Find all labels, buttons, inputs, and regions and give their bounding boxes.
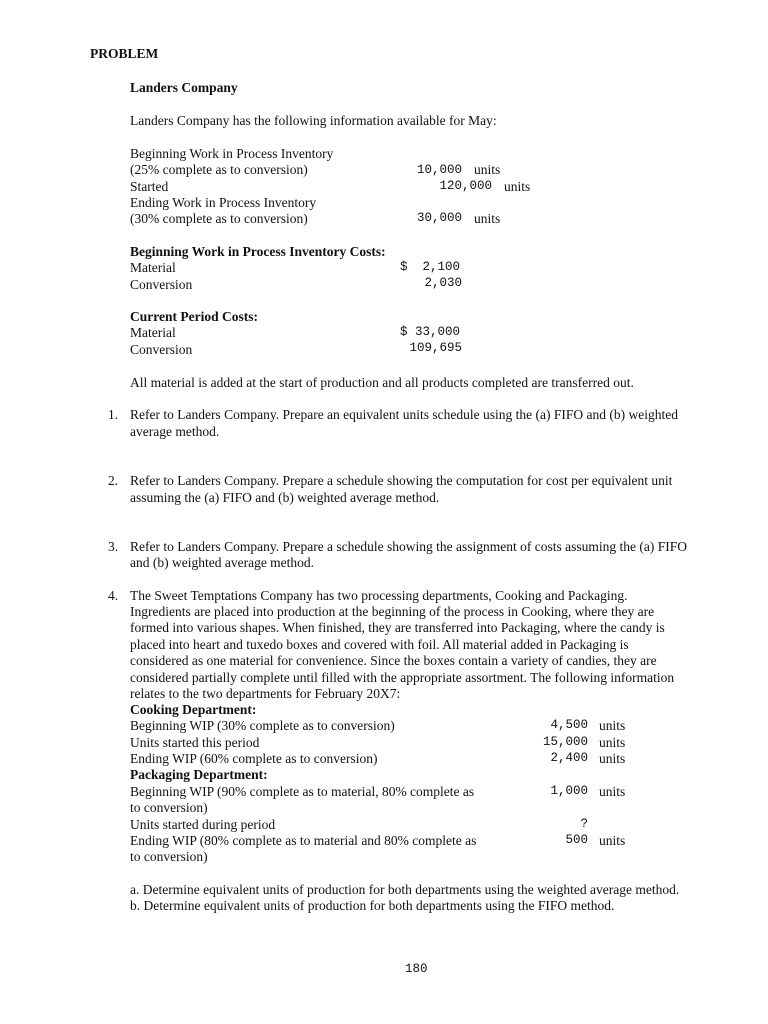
company-title: Landers Company bbox=[130, 80, 238, 95]
current-conversion-label: Conversion bbox=[130, 342, 193, 357]
question-text: The Sweet Temptations Company has two processing departments, Cooking and Packaging. bbox=[130, 588, 628, 603]
packaging-bwip-label: Beginning WIP (90% complete as to material, 80% complete as bbox=[130, 784, 475, 799]
cooking-row-value: 4,500 bbox=[550, 718, 588, 732]
question-text: assuming the (a) FIFO and (b) weighted average method. bbox=[130, 490, 440, 505]
current-costs-heading: Current Period Costs: bbox=[130, 309, 258, 324]
packaging-heading: Packaging Department: bbox=[130, 767, 268, 782]
question-text: and (b) weighted average method. bbox=[130, 555, 315, 570]
q4-part-a: a. Determine equivalent units of production for both departments using the weighted average method. bbox=[130, 882, 680, 897]
question-text: average method. bbox=[130, 424, 220, 439]
question-text: Ingredients are placed into production at the beginning of the process in Cooking, where they are bbox=[130, 604, 655, 619]
cooking-row-label: Units started this period bbox=[130, 735, 260, 750]
packaging-bwip-label-cont: to conversion) bbox=[130, 800, 208, 815]
packaging-bwip-unit: units bbox=[599, 784, 626, 799]
bwip-conversion-value: 2,030 bbox=[424, 276, 462, 290]
question-text: formed into various shapes. When finished, they are transferred into Packaging, where the candy is bbox=[130, 620, 665, 635]
current-material-value: $ 33,000 bbox=[400, 325, 461, 339]
question-text: Refer to Landers Company. Prepare a schedule showing the computation for cost per equivalent unit bbox=[130, 473, 673, 488]
bwip-completion-label: (25% complete as to conversion) bbox=[130, 162, 308, 177]
packaging-ewip-label: Ending WIP (80% complete as to material and 80% complete as bbox=[130, 833, 477, 848]
bwip-label: Beginning Work in Process Inventory bbox=[130, 146, 334, 161]
question-text: considered partially complete until filled with the appropriate assortment. The following information bbox=[130, 670, 675, 685]
cooking-row-label: Ending WIP (60% complete as to conversion) bbox=[130, 751, 378, 766]
ewip-units-value: 30,000 bbox=[416, 211, 462, 225]
packaging-ewip-unit: units bbox=[599, 833, 626, 848]
question-number: 4. bbox=[108, 588, 119, 603]
cooking-row-unit: units bbox=[599, 751, 626, 766]
started-label: Started bbox=[130, 179, 169, 194]
cooking-row-value: 2,400 bbox=[550, 751, 588, 765]
packaging-bwip-value: 1,000 bbox=[550, 784, 588, 798]
ewip-units-unit: units bbox=[474, 211, 501, 226]
bwip-units-value: 10,000 bbox=[416, 163, 462, 177]
packaging-started-value: ? bbox=[580, 817, 588, 831]
cooking-row-label: Beginning WIP (30% complete as to conversion) bbox=[130, 718, 395, 733]
ewip-completion-label: (30% complete as to conversion) bbox=[130, 211, 308, 226]
cooking-heading: Cooking Department: bbox=[130, 702, 257, 717]
page-number: 180 bbox=[405, 962, 428, 976]
question-text: Refer to Landers Company. Prepare a schedule showing the assignment of costs assuming the (a) FIFO bbox=[130, 539, 688, 554]
ewip-label: Ending Work in Process Inventory bbox=[130, 195, 317, 210]
question-text: considered as one material for convenience. Since the boxes contain a variety of candies, they are bbox=[130, 653, 657, 668]
company-intro: Landers Company has the following information available for May: bbox=[130, 113, 497, 128]
cooking-row-unit: units bbox=[599, 718, 626, 733]
material-note: All material is added at the start of production and all products completed are transferred out. bbox=[130, 375, 634, 390]
started-units-unit: units bbox=[504, 179, 531, 194]
started-units-value: 120,000 bbox=[439, 179, 492, 193]
packaging-ewip-label-cont: to conversion) bbox=[130, 849, 208, 864]
question-number: 3. bbox=[108, 539, 119, 554]
bwip-conversion-label: Conversion bbox=[130, 277, 193, 292]
question-text: relates to the two departments for February 20X7: bbox=[130, 686, 401, 701]
question-text: placed into heart and tuxedo boxes and covered with foil. All material added in Packaging is bbox=[130, 637, 629, 652]
bwip-units-unit: units bbox=[474, 162, 501, 177]
cooking-row-unit: units bbox=[599, 735, 626, 750]
packaging-started-label: Units started during period bbox=[130, 817, 276, 832]
q4-part-b: b. Determine equivalent units of production for both departments using the FIFO method. bbox=[130, 898, 615, 913]
question-number: 2. bbox=[108, 473, 119, 488]
bwip-costs-heading: Beginning Work in Process Inventory Costs: bbox=[130, 244, 386, 259]
packaging-ewip-value: 500 bbox=[565, 833, 588, 847]
current-material-label: Material bbox=[130, 325, 176, 340]
question-number: 1. bbox=[108, 407, 119, 422]
question-text: Refer to Landers Company. Prepare an equivalent units schedule using the (a) FIFO and (b) weighted bbox=[130, 407, 678, 422]
bwip-material-value: $ 2,100 bbox=[400, 260, 461, 274]
bwip-material-label: Material bbox=[130, 260, 176, 275]
section-label: PROBLEM bbox=[90, 46, 159, 61]
cooking-row-value: 15,000 bbox=[542, 735, 588, 749]
current-conversion-value: 109,695 bbox=[409, 341, 462, 355]
